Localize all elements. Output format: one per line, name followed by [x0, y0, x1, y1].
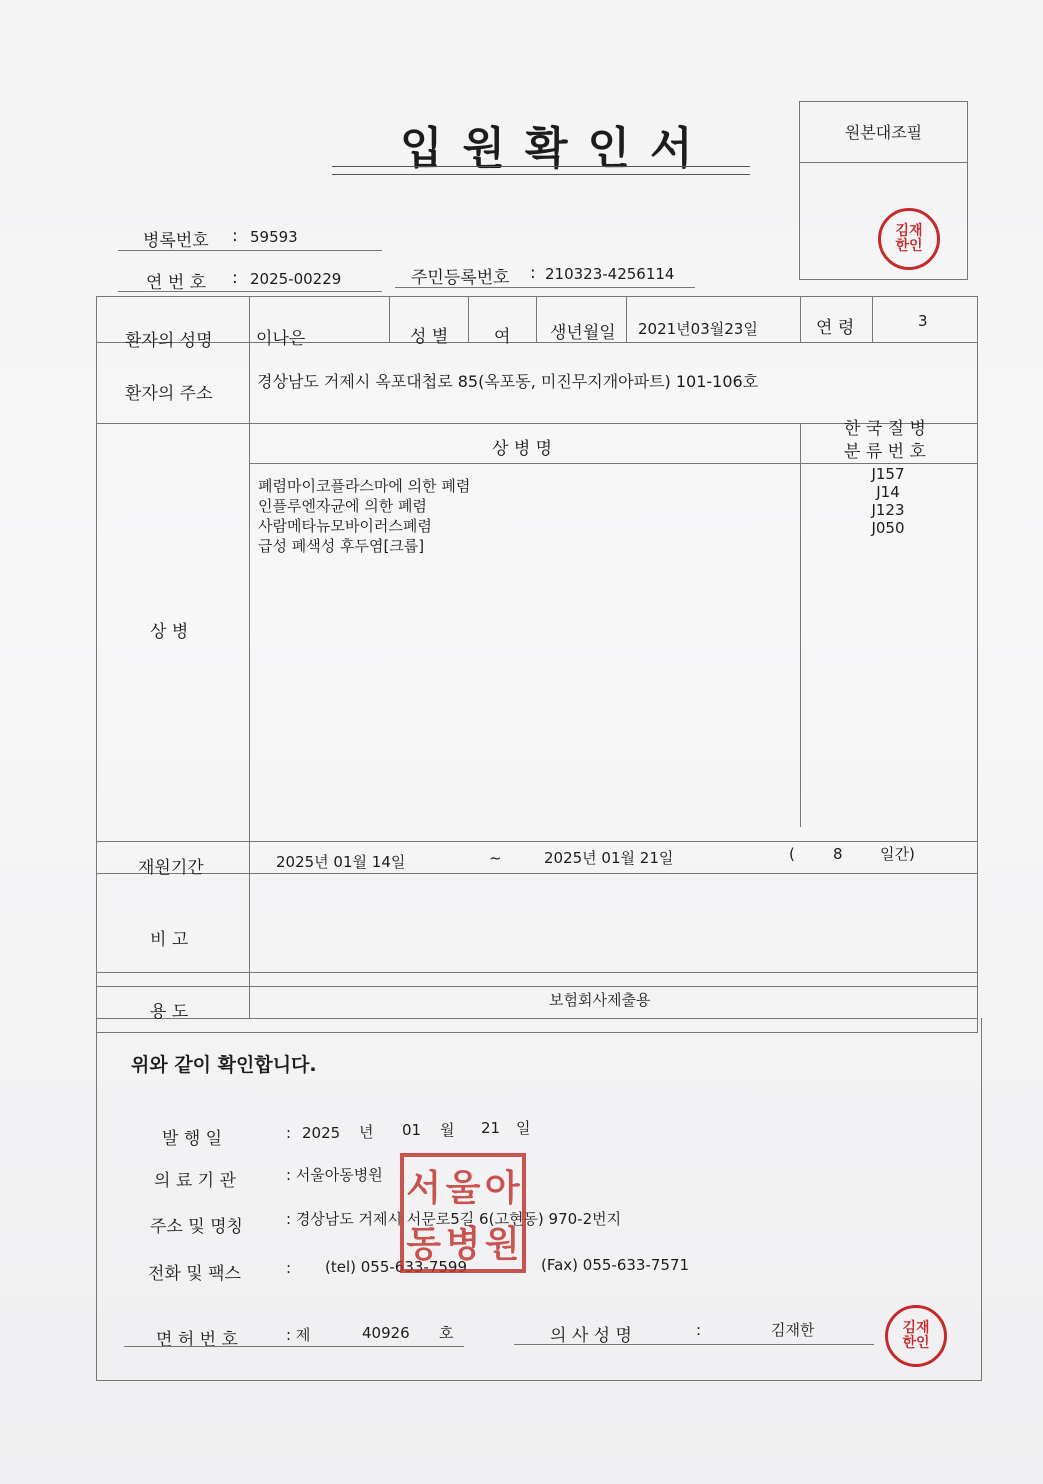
doctor-label: 의 사 성 명 [550, 1326, 632, 1346]
stay-days: 8 [833, 845, 843, 863]
license-label: 면 허 번 호 [156, 1330, 238, 1350]
age-label: 연 령 [816, 318, 855, 338]
stay-days-suffix: 일간) [880, 845, 915, 863]
diagnosis-code: J14 [876, 483, 900, 501]
colon: : [530, 263, 536, 283]
diagnosis-code: J050 [871, 519, 905, 537]
rrn-value: 210323-4256114 [545, 265, 675, 283]
stay-end: 2025년 01월 21일 [544, 849, 674, 867]
colon: : [232, 268, 238, 288]
original-stamp-box [799, 101, 968, 280]
institution-label: 의 료 기 관 [154, 1171, 236, 1191]
chart-number-value: 59593 [250, 228, 298, 246]
colon: : [232, 226, 238, 246]
serial-number-label: 연 번 호 [146, 273, 207, 293]
doctor-seal [885, 1305, 947, 1367]
issue-date-colon: : [286, 1124, 292, 1142]
institution-address-value: : 경상남도 거제시 서문로5길 6(고현동) 970-2번지 [286, 1210, 622, 1228]
patient-address-value: 경상남도 거제시 옥포대첩로 85(옥포동, 미진무지개아파트) 101-106호 [257, 372, 759, 391]
dob-label: 생년월일 [550, 323, 616, 343]
doctor-name: 김재한 [771, 1321, 815, 1339]
doctor-colon: : [696, 1321, 702, 1339]
diagnosis-list [258, 476, 470, 556]
institution-value: : 서울아동병원 [286, 1166, 383, 1184]
patient-address-label: 환자의 주소 [125, 384, 213, 404]
remarks-label: 비 고 [150, 930, 189, 950]
diagnosis-code: J157 [871, 465, 905, 483]
purpose-label: 용 도 [150, 1002, 189, 1022]
dob-value: 2021년03월23일 [638, 320, 758, 338]
confirm-text: 위와 같이 확인합니다. [131, 1054, 317, 1076]
doctor-seal-text: 김재한인 [902, 1320, 930, 1351]
diagnosis-section-label: 상 병 [150, 622, 189, 642]
sex-label: 성 별 [410, 327, 449, 347]
fax-value: (Fax) 055-633-7571 [541, 1256, 690, 1274]
issue-year: 2025 [302, 1124, 341, 1142]
diagnosis-item: 폐렴마이코플라스마에 의한 폐렴 [258, 477, 471, 495]
stay-period-label: 재원기간 [138, 858, 204, 878]
diagnosis-code: J123 [871, 501, 905, 519]
issue-day: 21 [481, 1119, 501, 1137]
diagnosis-item: 사람메타뉴모바이러스폐렴 [258, 517, 432, 535]
phone-fax-colon: : [286, 1259, 292, 1277]
document-title: 입원확인서 [400, 123, 713, 174]
original-stamp-label: 원본대조필 [844, 123, 923, 142]
stay-open-paren: ( [789, 845, 795, 863]
issue-date-label: 발 행 일 [162, 1129, 223, 1149]
original-seal-text: 김재한인 [895, 223, 923, 254]
stay-tilde: ~ [489, 849, 502, 867]
diagnosis-item: 급성 폐색성 후두염[크룹] [258, 537, 425, 555]
institution-address-label: 주소 및 명칭 [150, 1217, 243, 1237]
phone-fax-label: 전화 및 팩스 [148, 1264, 241, 1284]
stay-start: 2025년 01월 14일 [276, 853, 406, 871]
license-prefix: : 제 [286, 1326, 311, 1344]
issue-month-unit: 월 [440, 1121, 455, 1139]
issue-day-unit: 일 [516, 1119, 531, 1137]
age-value: 3 [918, 312, 928, 330]
rrn-label: 주민등록번호 [411, 268, 510, 288]
code-header-line1: 한 국 질 병 [844, 419, 926, 439]
diagnosis-name-header: 상 병 명 [492, 439, 553, 459]
title-underline [332, 174, 750, 175]
code-header-line2: 분 류 번 호 [844, 442, 926, 462]
purpose-value: 보험회사제출용 [549, 991, 651, 1009]
diagnosis-code-list [860, 465, 916, 537]
issue-year-unit: 년 [359, 1123, 374, 1141]
license-number: 40926 [362, 1324, 410, 1342]
hospital-seal: 서 울 아 동 병 원 [400, 1153, 526, 1273]
license-suffix: 호 [439, 1324, 454, 1342]
tel-value: (tel) 055-633-7599 [325, 1258, 468, 1276]
sex-value: 여 [494, 327, 511, 347]
serial-number-value: 2025-00229 [250, 270, 342, 288]
original-seal [878, 208, 940, 270]
patient-name-value: 이나은 [256, 329, 306, 349]
main-table [96, 296, 978, 1033]
title-underline [332, 166, 750, 167]
issue-month: 01 [402, 1121, 422, 1139]
diagnosis-item: 인플루엔자균에 의한 폐렴 [258, 497, 427, 515]
chart-number-label: 병록번호 [143, 231, 209, 251]
patient-name-label: 환자의 성명 [125, 331, 213, 351]
